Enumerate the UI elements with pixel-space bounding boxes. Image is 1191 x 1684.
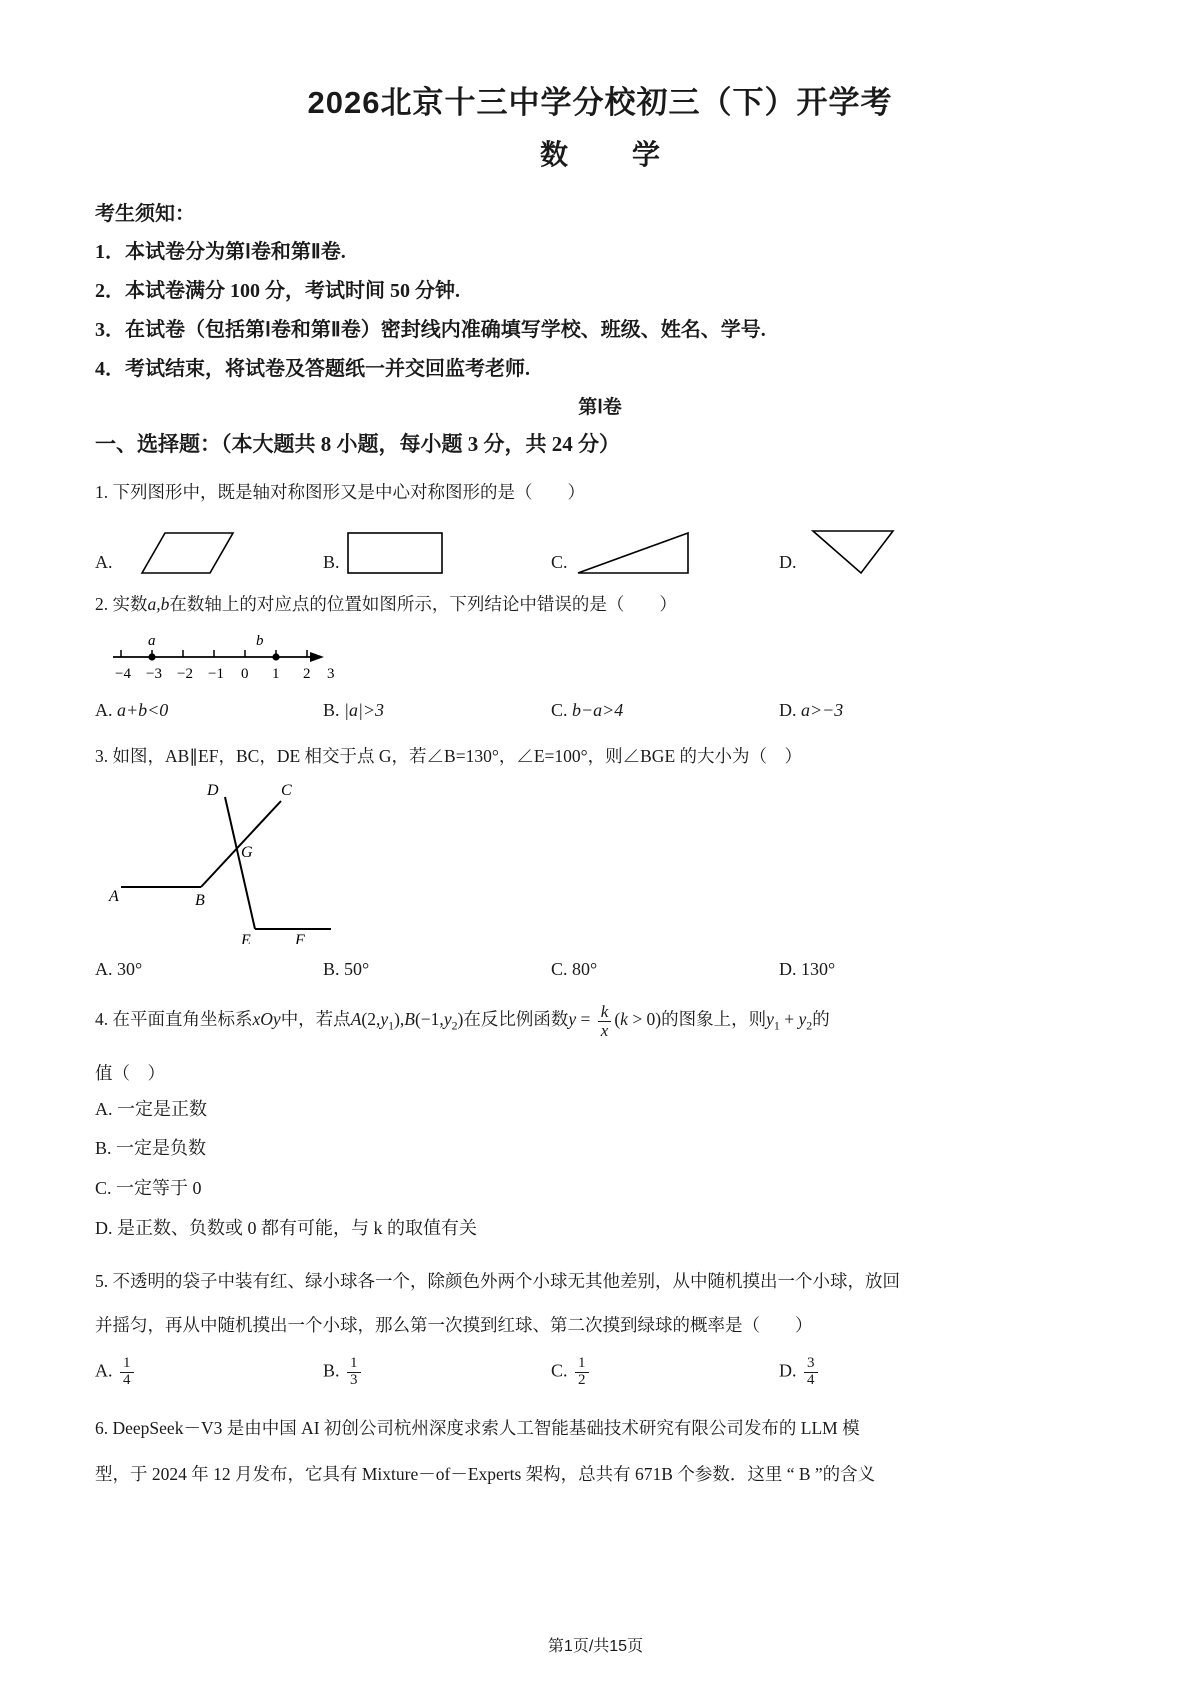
option-label-a: A. [95,1360,113,1381]
page-footer: 第1页/共15页 [547,1638,644,1655]
question-1-option-a[interactable] [95,525,323,577]
option-text-b: 50° [344,959,370,980]
question-3-figure [103,779,1105,949]
numberline-tick--4: −4 [115,666,131,683]
question-3-options [95,959,1105,980]
question-5-stem-line2: 并摇匀，再从中随机摸出一个小球，那么第一次摸到红球、第二次摸到绿球的概率是（ ） [95,1315,813,1336]
option-label-b: B. [323,700,340,721]
question-5-text-line1: 不透明的袋子中装有红、绿小球各一个，除颜色外两个小球无其他差别，从中随机摸出一个小球，放回 [112,1271,900,1292]
notice-item-2: 2．本试卷满分 100 分，考试时间 50 分钟. [95,279,460,302]
fraction-c: $\frac{1}{2}$ [575,1356,589,1389]
question-4-stem-line1 [95,1002,1105,1039]
notice-item-3: 3．在试卷（包括第Ⅰ卷和第Ⅱ卷）密封线内准确填写学校、班级、姓名、学号. [95,318,766,341]
numberline-tick-3: 3 [327,666,335,683]
question-2-text-post: 在数轴上的对应点的位置如图所示，下列结论中错误的是（ ） [169,594,677,615]
geometry-label-D: D [207,782,219,800]
option-label-c: C. [95,1178,112,1199]
question-1-option-c[interactable] [551,525,779,577]
question-2-option-c[interactable] [551,700,779,721]
parallelogram-icon [117,525,237,577]
fraction-d: $\frac{3}{4}$ [804,1356,818,1389]
subject-title: 数 学 [539,138,678,170]
numberline-tick-0: 0 [241,666,249,683]
option-label-d: D. [779,959,797,980]
question-2-option-b[interactable] [323,700,551,721]
option-label-b: B. [323,1360,340,1381]
numberline-tick-1: 1 [272,666,280,683]
option-text-b: |a|>3 [344,700,385,721]
question-1-number: 1. [95,482,109,503]
fraction-a: $\frac{1}{4}$ [120,1356,134,1389]
question-1-text: 下列图形中，既是轴对称图形又是中心对称图形的是（ ） [112,482,585,503]
option-label-b: B. [95,1138,112,1159]
fraction-b: $\frac{1}{3}$ [347,1356,361,1389]
option-text-d: a>−3 [801,700,844,721]
question-6-stem-line1 [95,1411,1105,1445]
question-2-option-d[interactable] [779,700,1007,721]
numberline-dot-b [272,654,279,661]
question-2-numberline-figure [105,631,1105,694]
option-label-a: A. [95,1098,113,1119]
question-6-text-line1: DeepSeek－V3 是由中国 AI 初创公司杭州深度求索人工智能基础技术研究有限公司发布的 LLM 模 [112,1417,860,1438]
notice-title: 考生须知： [95,202,195,225]
option-text-d: 是正数、负数或 0 都有可能，与 k 的取值有关 [117,1217,477,1238]
number-line-icon [105,631,395,689]
section-heading: 一、选择题：（本大题共 8 小题，每小题 3 分，共 24 分） [95,432,620,457]
option-label-d: D. [95,1217,113,1238]
question-5-stem-line1 [95,1264,1105,1298]
question-1-option-d[interactable] [779,525,911,577]
option-label-a: A. [95,700,113,721]
option-label-d: D. [779,1360,797,1381]
question-1-options [95,515,1105,577]
question-5-option-d[interactable] [779,1356,1007,1389]
candidate-notice [95,195,1105,389]
page-title: 2026北京十三中学分校初三（下）开学考 [307,85,893,120]
question-5-number: 5. [95,1271,109,1292]
geometry-label-C: C [281,782,292,800]
question-3-text: 如图，AB∥EF，BC，DE 相交于点 G，若∠B=130°，∠E=100°，则∠BGE 的大小为（ ） [112,746,803,767]
question-2-option-a[interactable] [95,700,323,721]
parallel-lines-geometry-icon [103,779,403,944]
question-5-option-b[interactable] [323,1356,551,1389]
question-2-vars: a,b [147,594,170,615]
option-label-a: A. [95,552,113,573]
notice-item-4: 4．考试结束，将试卷及答题纸一并交回监考老师. [95,357,530,380]
question-3-stem [95,739,1105,773]
numberline-tick--2: −2 [177,666,193,683]
option-text-a: a+b<0 [117,700,169,721]
question-3-option-d[interactable] [779,959,1007,980]
question-4-option-b[interactable] [95,1129,1105,1169]
paper-part-label: 第Ⅰ卷 [578,396,622,418]
option-text-b: 一定是负数 [116,1138,207,1159]
option-text-c: 80° [572,959,598,980]
numberline-point-label-b: b [256,633,264,650]
question-1-option-b[interactable] [323,525,551,577]
page-content [95,0,1105,1491]
geometry-label-E: E [241,932,251,945]
question-4-options [95,1090,1105,1248]
geometry-label-A: A [109,888,119,906]
numberline-tick--3: −3 [146,666,162,683]
question-4-option-d[interactable] [95,1209,1105,1249]
notice-item-1: 1．本试卷分为第Ⅰ卷和第Ⅱ卷. [95,240,346,263]
question-4-stem-line2: 值（ ） [95,1062,165,1083]
numberline-dot-a [148,654,155,661]
option-label-b: B. [323,552,340,573]
question-1-stem [95,475,1105,509]
numberline-tick--1: −1 [208,666,224,683]
numberline-point-label-a: a [148,633,156,650]
geometry-label-F: F [295,932,305,945]
inverted-trapezoid-icon [801,525,911,577]
question-5-option-c[interactable] [551,1356,779,1389]
question-3-number: 3. [95,746,109,767]
question-4-option-a[interactable] [95,1090,1105,1130]
rectangle-icon [344,525,464,577]
option-label-a: A. [95,959,113,980]
question-4-option-c[interactable] [95,1169,1105,1209]
option-text-a: 一定是正数 [117,1098,207,1119]
option-label-b: B. [323,959,340,980]
question-2-number: 2. [95,594,109,615]
option-label-c: C. [551,1360,568,1381]
question-5-options [95,1356,1105,1389]
geometry-label-G: G [241,844,253,862]
question-3-option-a[interactable] [95,959,323,980]
question-3-option-b[interactable] [323,959,551,980]
question-6-stem-line2: 型，于 2024 年 12 月发布，它具有 Mixture－of－Experts 架构，总共有 671B 个参数．这里 “ B ”的含义 [95,1464,876,1485]
question-2-text-pre: 实数 [112,594,148,615]
question-5-option-a[interactable] [95,1356,323,1389]
option-text-a: 30° [117,959,143,980]
question-3-option-c[interactable] [551,959,779,980]
numberline-tick-2: 2 [303,666,311,683]
question-4-number: 4. [95,1009,109,1030]
question-6-number: 6. [95,1417,109,1438]
question-2-options [95,700,1105,721]
option-text-c: 一定等于 0 [116,1178,202,1199]
option-label-d: D. [779,700,797,721]
option-label-d: D. [779,552,797,573]
option-text-d: 130° [801,959,836,980]
question-4-text-line1: 在平面直角坐标系xOy中，若点$A(2,y_1),B(-1,y_2)$在反比例函数y = $\frac{k}{x}$ (k > 0)的图象上，则$y_1 + y_2$的 [112,1002,830,1040]
question-2-stem [95,587,1105,621]
option-label-c: C. [551,700,568,721]
right-triangle-icon [572,525,702,577]
option-text-c: b−a>4 [572,700,624,721]
option-label-c: C. [551,552,568,573]
geometry-label-B: B [195,892,205,910]
option-label-c: C. [551,959,568,980]
